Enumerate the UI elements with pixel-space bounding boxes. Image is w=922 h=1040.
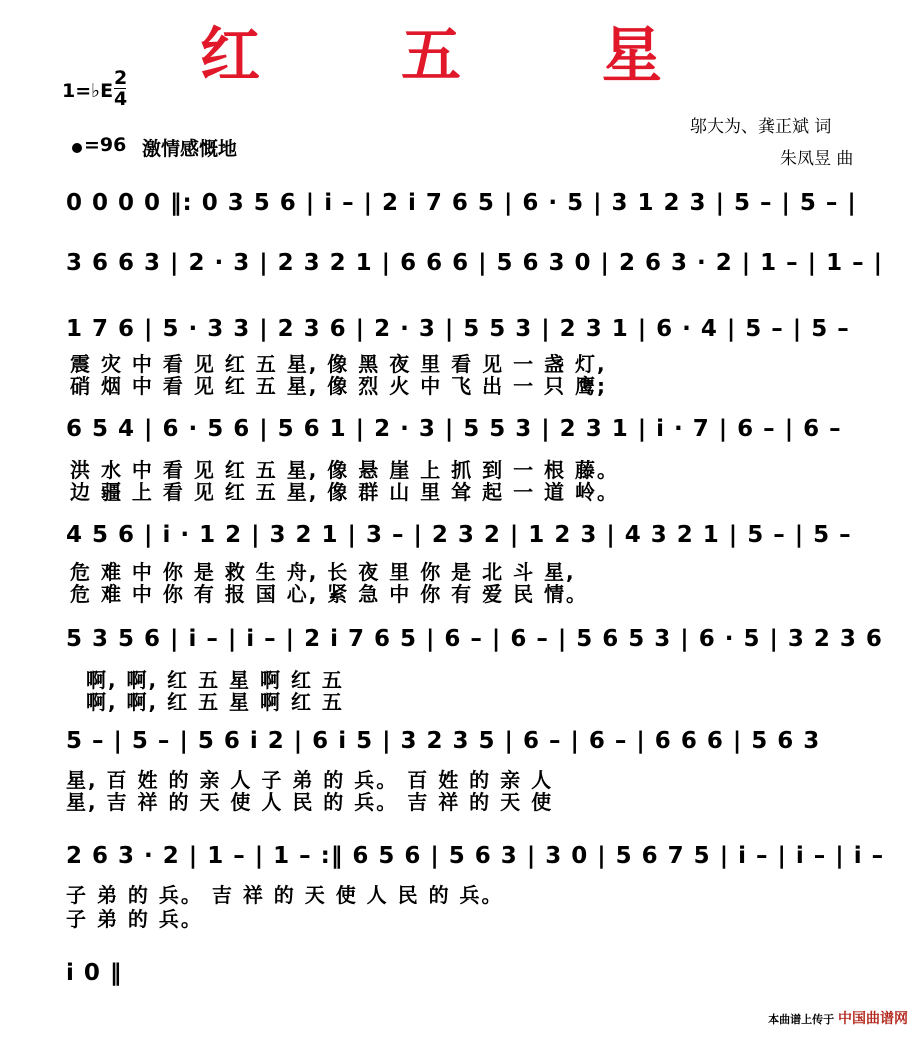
notes-line-2: 3 6 6 3 | 2 · 3 | 2 3 2 1 | 6 6 6 | 5 6 3 0 | 2 6 3 · 2 | 1 – | 1 – | xyxy=(66,250,884,276)
time-signature-bottom: 4 xyxy=(114,88,128,110)
time-signature-top: 2 xyxy=(114,67,128,89)
tempo-value: =96 xyxy=(84,134,127,156)
notes-line-8: 2 6 3 · 2 | 1 – | 1 – :‖ 6 5 6 | 5 6 3 | 3 0 | 5 6 7 5 | i – | i – | i – xyxy=(66,843,885,869)
footer-upload-text: 本曲谱上传于 xyxy=(768,1013,835,1026)
lyric-line-6-verse-2: 啊, 啊, 红 五 星 啊 红 五 xyxy=(86,690,344,714)
lyric-line-5-verse-1: 危 难 中 你 是 救 生 舟, 长 夜 里 你 是 北 斗 星, xyxy=(70,560,576,584)
score-line-7 xyxy=(0,728,922,814)
song-title: 红 五 星 xyxy=(200,21,722,91)
notes-line-4: 6 5 4 | 6 · 5 6 | 5 6 1 | 2 · 3 | 5 5 3 | 2 3 1 | i · 7 | 6 – | 6 – xyxy=(66,416,842,442)
score-line-4 xyxy=(0,416,922,504)
lyric-line-5-verse-2: 危 难 中 你 有 报 国 心, 紧 急 中 你 有 爱 民 情。 xyxy=(70,582,589,606)
site-logo[interactable]: 中国曲谱网 xyxy=(838,1011,908,1027)
notes-line-3: 1 7 6 | 5 · 3 3 | 2 3 6 | 2 · 3 | 5 5 3 | 2 3 1 | 6 · 4 | 5 – | 5 – xyxy=(66,316,850,342)
score-line-8 xyxy=(0,843,922,931)
notes-line-6: 5 3 5 6 | i – | i – | 2 i 7 6 5 | 6 – | 6 – | 5 6 5 3 | 6 · 5 | 3 2 3 6 xyxy=(66,626,883,652)
lyric-line-4-verse-1: 洪 水 中 看 见 红 五 星, 像 悬 崖 上 抓 到 一 根 藤。 xyxy=(70,458,620,482)
score-line-6 xyxy=(0,626,922,714)
key-signature: 1=♭E xyxy=(62,80,114,102)
lyric-line-6-verse-1: 啊, 啊, 红 五 星 啊 红 五 xyxy=(86,668,344,692)
lyric-line-4-verse-2: 边 疆 上 看 见 红 五 星, 像 群 山 里 耸 起 一 道 岭。 xyxy=(70,480,620,504)
lyric-line-3-verse-2: 硝 烟 中 看 见 红 五 星, 像 烈 火 中 飞 出 一 只 鹰; xyxy=(70,374,608,398)
expression-marking: 激情感慨地 xyxy=(142,138,238,160)
quarter-note-icon xyxy=(72,143,82,153)
notes-line-7: 5 – | 5 – | 5 6 i 2 | 6 i 5 | 3 2 3 5 | 6 – | 6 – | 6 6 6 | 5 6 3 xyxy=(66,728,821,754)
notes-line-1: 0 0 0 0 ‖: 0 3 5 6 | i – | 2 i 7 6 5 | 6 · 5 | 3 1 2 3 | 5 – | 5 – | xyxy=(66,190,857,216)
score-line-3 xyxy=(0,316,922,396)
lyric-line-7-verse-2: 星, 吉 祥 的 天 使 人 民 的 兵。 吉 祥 的 天 使 xyxy=(66,790,554,814)
lyric-line-3-verse-1: 震 灾 中 看 见 红 五 星, 像 黑 夜 里 看 见 一 盏 灯, xyxy=(70,352,607,376)
notes-line-5: 4 5 6 | i · 1 2 | 3 2 1 | 3 – | 2 3 2 | 1 2 3 | 4 3 2 1 | 5 – | 5 – xyxy=(66,522,852,548)
score-line-5 xyxy=(0,522,922,606)
lyric-line-7-verse-1: 星, 百 姓 的 亲 人 子 弟 的 兵。 百 姓 的 亲 人 xyxy=(66,768,554,792)
lyric-line-8-verse-1: 子 弟 的 兵。 吉 祥 的 天 使 人 民 的 兵。 xyxy=(66,883,504,907)
score-line-9 xyxy=(0,960,922,1040)
tempo-marking xyxy=(72,134,126,156)
footer xyxy=(768,1008,908,1028)
notes-line-9: i 0 ‖ xyxy=(66,960,123,986)
composer-credit: 朱凤昱 曲 xyxy=(780,149,854,169)
lyric-line-8-verse-2: 子 弟 的 兵。 xyxy=(66,907,203,931)
time-signature xyxy=(114,68,127,109)
lyricists-credit: 邬大为、龚正斌 词 xyxy=(690,117,832,137)
